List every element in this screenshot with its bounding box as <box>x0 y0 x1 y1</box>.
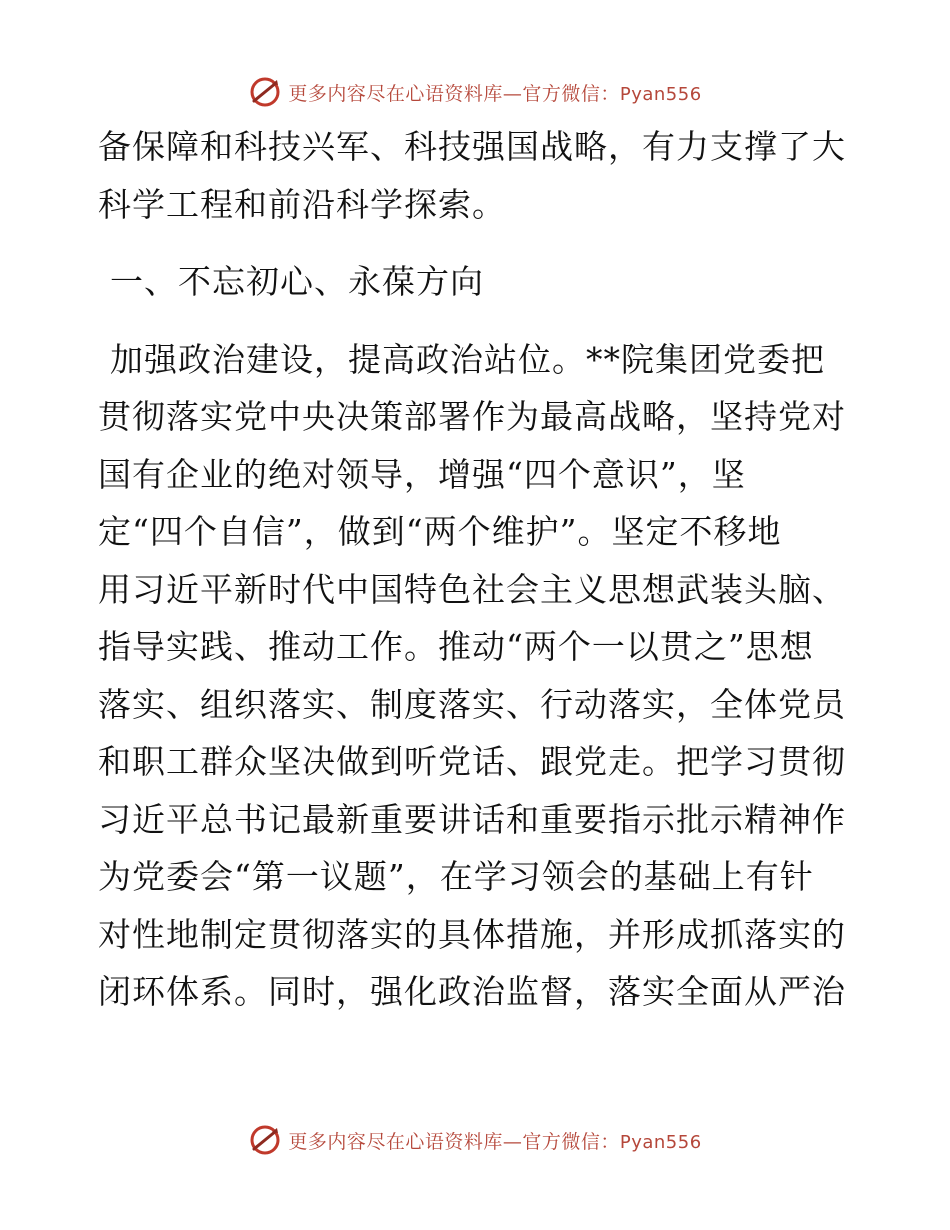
body-line: 习近平总书记最新重要讲话和重要指示批示精神作 <box>98 799 846 839</box>
body-line: 科学工程和前沿科学探索。 <box>98 184 506 224</box>
body-line: 贯彻落实党中央决策部署作为最高战略，坚持党对 <box>98 397 846 436</box>
watermark-logo-icon <box>248 1123 282 1157</box>
footer-watermark <box>0 1120 950 1160</box>
watermark-logo-icon <box>248 75 282 109</box>
body-line: 落实、组织落实、制度落实、行动落实，全体党员 <box>98 684 846 724</box>
watermark-text: 更多内容尽在心语资料库—官方微信：Pyan556 <box>288 82 702 105</box>
body-line: 备保障和科技兴军、科技强国战略，有力支撑了大 <box>98 127 846 166</box>
body-line: 定“四个自信”，做到“两个维护”。坚定不移地 <box>98 512 782 551</box>
body-line: 国有企业的绝对领导，增强“四个意识”，坚 <box>98 454 746 494</box>
body-line: 为党委会“第一议题”，在学习领会的基础上有针 <box>98 857 814 896</box>
body-line: 用习近平新时代中国特色社会主义思想武装头脑、 <box>98 569 846 609</box>
body-line: 闭环体系。同时，强化政治监督，落实全面从严治 <box>98 972 846 1011</box>
header-watermark <box>0 72 950 112</box>
document-body <box>98 118 858 1021</box>
watermark-text: 更多内容尽在心语资料库—官方微信：Pyan556 <box>288 1130 702 1153</box>
section-heading: 一、不忘初心、永葆方向 <box>110 262 484 301</box>
body-line: 对性地制定贯彻落实的具体措施，并形成抓落实的 <box>98 914 846 954</box>
body-line: 指导实践、推动工作。推动“两个一以贯之”思想 <box>98 627 814 666</box>
body-line: 和职工群众坚决做到听党话、跟党走。把学习贯彻 <box>98 742 846 781</box>
body-line: 加强政治建设，提高政治站位。**院集团党委把 <box>110 339 825 379</box>
